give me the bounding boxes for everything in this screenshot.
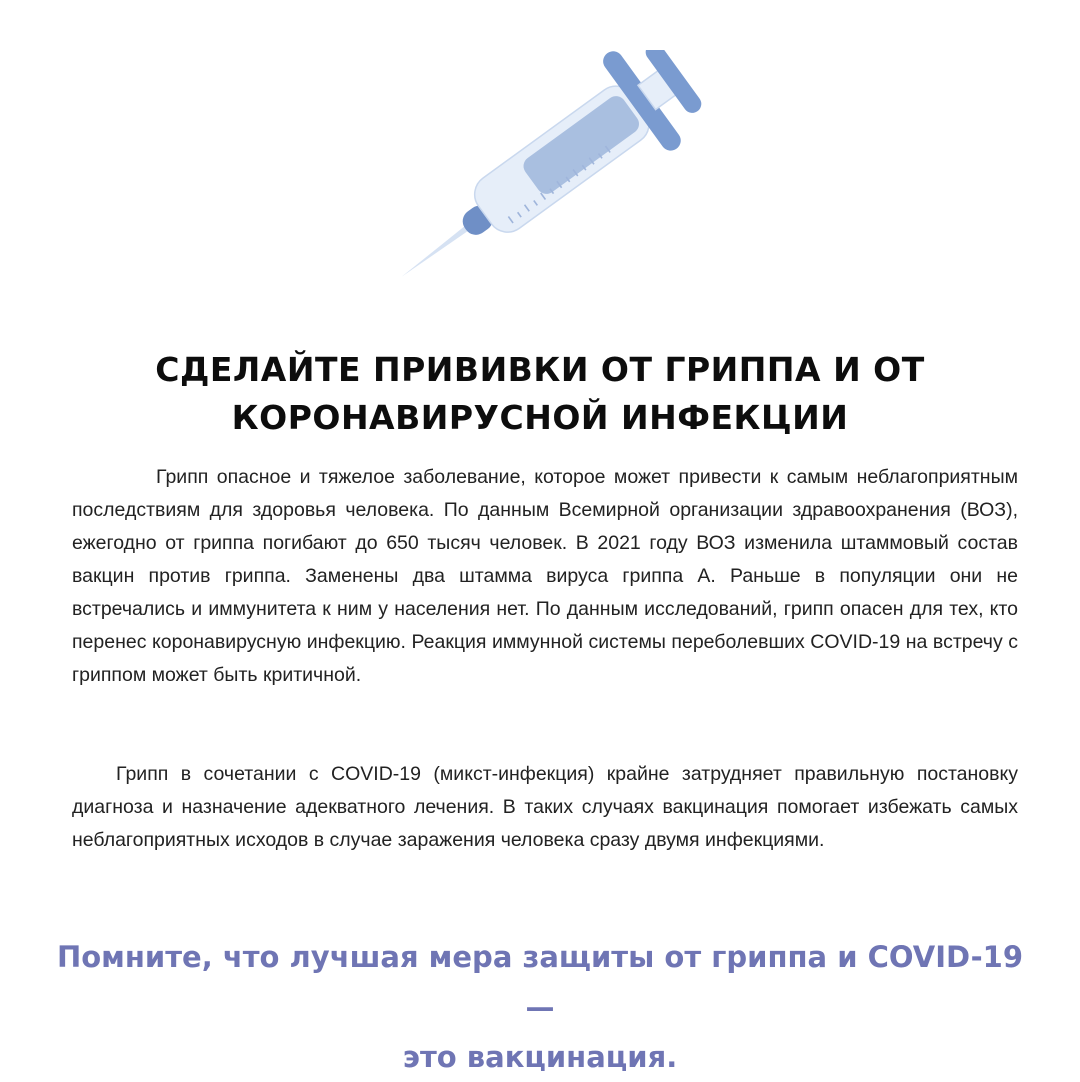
title-line-2: КОРОНАВИРУСНОЙ ИНФЕКЦИИ — [231, 398, 849, 437]
callout-line-1: Помните, что лучшая мера защиты от гриппа и COVID-19 — — [56, 940, 1024, 1024]
syringe-needle — [399, 224, 470, 278]
vaccination-callout — [40, 932, 1040, 1082]
callout-line-2: это вакцинация. — [402, 1040, 678, 1074]
syringe-illustration — [360, 50, 720, 300]
syringe-icon — [360, 50, 720, 300]
paragraph-1: Грипп опасное и тяжелое заболевание, которое может привести к самым неблагоприятным последствиям для здоровья человека. По данным Всемирной организации здравоохранения (ВОЗ), ежегодно от гриппа погибают до 650 тысяч человек. В 2021 году ВОЗ изменила штаммовый состав вакцин против гриппа. Заменены два штамма вируса гриппа А. Раньше в популяции они не встречались и иммунитета к ним у населения нет. По данным исследований, грипп опасен для тех, кто перенес коронавирусную инфекцию. Реакция иммунной системы переболевших COVID-19 на встречу с гриппом может быть критичной. — [72, 466, 1018, 686]
page-title — [0, 346, 1080, 442]
title-line-1: СДЕЛАЙТЕ ПРИВИВКИ ОТ ГРИППА И ОТ — [155, 350, 925, 389]
paragraph-2: Грипп в сочетании с COVID-19 (микст-инфекция) крайне затрудняет правильную постановку диагноза и назначение адекватного лечения. В таких случаях вакцинация помогает избежать самых неблагоприятных исходов в случае заражения человека сразу двумя инфекциями. — [72, 763, 1018, 851]
